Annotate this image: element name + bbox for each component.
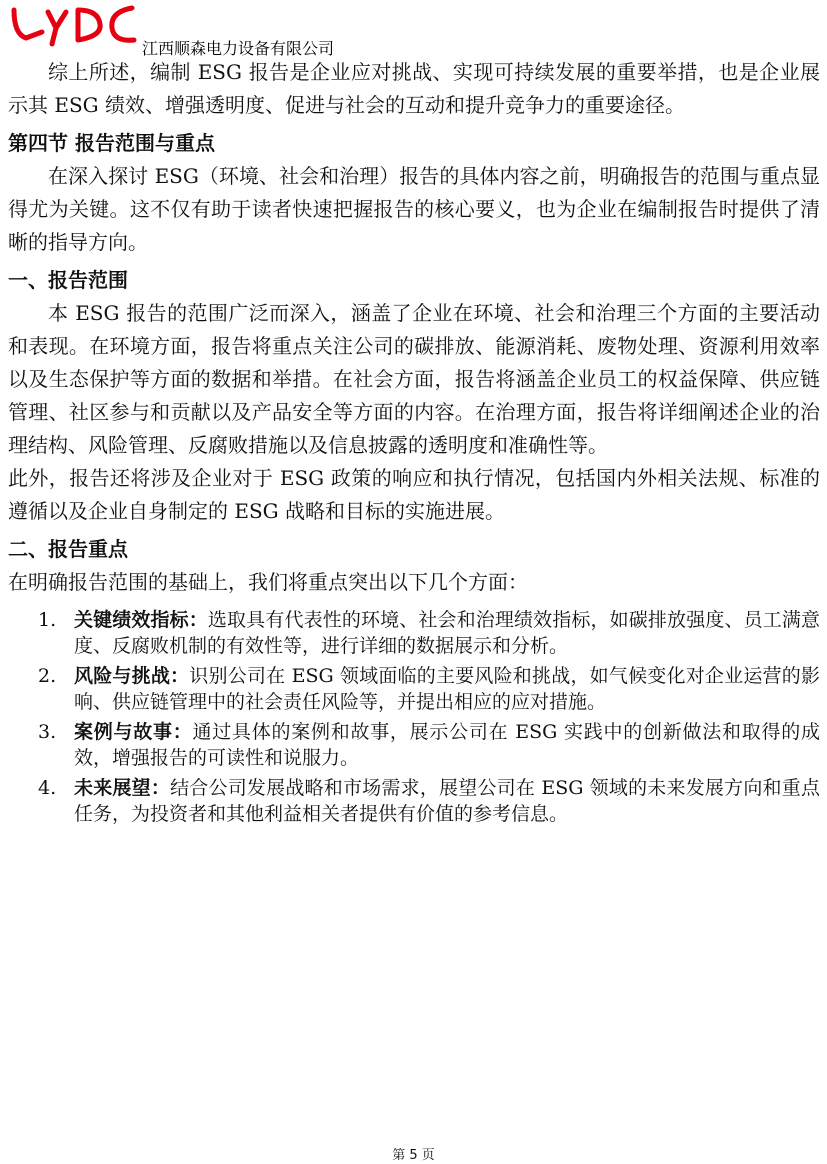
list-item <box>8 775 820 827</box>
document-body <box>8 56 820 831</box>
list-item <box>8 663 820 715</box>
list-term: 关键绩效指标： <box>74 609 208 631</box>
list-number: 4. <box>38 777 57 799</box>
list-number: 3. <box>38 721 57 743</box>
paragraph-scope-extra: 此外，报告还将涉及企业对于 ESG 政策的响应和执行情况，包括国内外相关法规、标准的遵循以及企业自身制定的 ESG 战略和目标的实施进展。 <box>8 466 820 523</box>
list-term: 案例与故事： <box>74 721 193 743</box>
subsection-title-scope: 一、报告范围 <box>8 268 128 292</box>
paragraph-focus-intro: 在明确报告范围的基础上，我们将重点突出以下几个方面： <box>8 570 528 594</box>
list-item <box>8 607 820 659</box>
page-number: 第 5 页 <box>392 1148 435 1163</box>
page-header <box>8 2 428 58</box>
list-number: 2. <box>38 665 57 687</box>
list-text: 通过具体的案例和故事，展示公司在 ESG 实践中的创新做法和取得的成效，增强报告的可读性和说服力。 <box>74 721 820 769</box>
list-text: 结合公司发展战略和市场需求，展望公司在 ESG 领域的未来发展方向和重点任务，为投资者和其他利益相关者提供有价值的参考信息。 <box>74 777 820 825</box>
list-number: 1. <box>38 609 57 631</box>
list-text: 识别公司在 ESG 领域面临的主要风险和挑战，如气候变化对企业运营的影响、供应链管理中的社会责任风险等，并提出相应的应对措施。 <box>74 665 820 713</box>
company-name: 江西顺森电力设备有限公司 <box>142 39 335 58</box>
section-title: 第四节 报告范围与重点 <box>8 131 215 155</box>
company-logo <box>8 2 140 48</box>
list-term: 未来展望： <box>74 777 171 799</box>
list-item <box>8 719 820 771</box>
list-term: 风险与挑战： <box>74 665 190 687</box>
paragraph-intro: 在深入探讨 ESG（环境、社会和治理）报告的具体内容之前，明确报告的范围与重点显得尤为关键。这不仅有助于读者快速把握报告的核心要义，也为企业在编制报告时提供了清晰的指导方向。 <box>8 164 820 254</box>
focus-list <box>8 607 820 827</box>
paragraph-scope: 本 ESG 报告的范围广泛而深入，涵盖了企业在环境、社会和治理三个方面的主要活动和表现。在环境方面，报告将重点关注公司的碳排放、能源消耗、废物处理、资源利用效率以及生态保护等方面的数据和举措。在社会方面，报告将涵盖企业员工的权益保障、供应链管理、社区参与和贡献以及产品安全等方面的内容。在治理方面，报告将详细阐述企业的治理结构、风险管理、反腐败措施以及信息披露的透明度和准确性等。 <box>8 301 820 457</box>
subsection-title-focus: 二、报告重点 <box>8 537 128 561</box>
list-text: 选取具有代表性的环境、社会和治理绩效指标，如碳排放强度、员工满意度、反腐败机制的有效性等，进行详细的数据展示和分析。 <box>74 609 820 657</box>
paragraph-summary: 综上所述，编制 ESG 报告是企业应对挑战、实现可持续发展的重要举措，也是企业展示其 ESG 绩效、增强透明度、促进与社会的互动和提升竞争力的重要途径。 <box>8 60 820 117</box>
